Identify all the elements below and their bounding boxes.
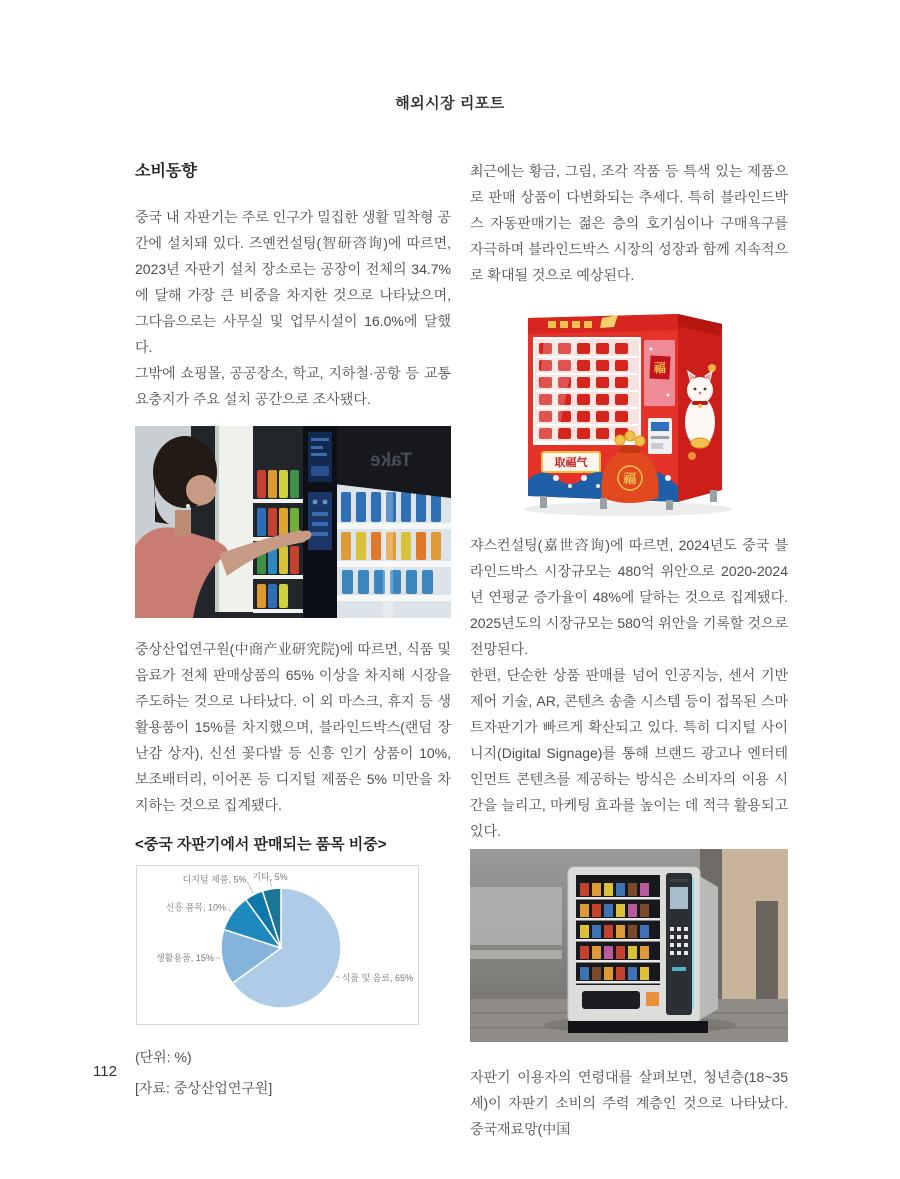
brand-logo [370,450,412,471]
pie-leader-line [216,958,220,959]
body-paragraph: 최근에는 황금, 그림, 조각 작품 등 특색 있는 제품으로 판매 상품이 다변화되는 추세다. 특히 블라인드박스 자동판매기는 젊은 층의 호기심이나 구매욕구를 자극하며 블라인드박스 시장의 성장과 함께 지속적으로 확대될 것으로 예상된다. [470,163,788,283]
modern-vending-machine [568,867,718,1033]
svg-text:Take: Take [370,450,412,471]
chart-title: <중국 자판기에서 판매되는 품목 비중> [135,836,387,853]
photo-red-blindbox-vending-machine [470,300,788,518]
body-paragraph: 쟈스컨설팅(嘉世咨询)에 따르면, 2024년도 중국 블라인드박스 시장규모는 480억 위안으로 2020-2024년 연평균 증가율이 48%에 달하는 것으로 집계됐다. 2025년도의 시장규모는 580억 위안을 기록할 것으로 전망된다. [470,537,788,657]
earring [186,504,190,508]
body-paragraph: 자판기 이용자의 연령대를 살펴보면, 청년층(18~35세)이 자판기 소비의 주력 계층인 것으로 나타났다. 중국재료망(中国 [470,1069,788,1137]
control-panel [666,873,694,1015]
body-paragraph: 중상산업연구원(中商产业研究院)에 따르면, 식품 및 음료가 전체 판매상품의 65% 이상을 차지해 시장을 주도하는 것으로 나타났다. 이 외 마스크, 휴지 등 생활용품이 15%를 차지했으며, 블라인드박스(랜덤 장난감 상자), 신선 꽃다발 등 신흥 인기 상품이 10%, 보조배터리, 이어폰 등 디지털 제품은 5% 미만을 차지하는 것으로 집계됐다. [135,641,451,813]
pie-chart [137,866,418,1024]
pickup-plate [542,452,600,472]
pie-leader-line [336,976,340,978]
beige-wall [722,849,788,999]
right-column [470,158,788,1142]
product-shelves [576,883,660,984]
product-window [534,338,640,444]
dispense-slot [582,991,640,1009]
svg-text:福: 福 [653,361,667,375]
page-header: 해외시장 리포트 [395,95,505,112]
svg-text:福: 福 [623,471,637,486]
pie-chart-figure [136,865,419,1025]
doorway [756,901,778,999]
svg-text:取福气: 取福气 [554,457,588,469]
photo-red-vending-machine-wrap [470,300,788,518]
photo-woman-vending-machines [135,426,451,618]
machine-screen [644,340,675,454]
pie-label-0: 식품 및 음료, 65% [341,973,414,984]
body-paragraph: 한편, 단순한 상품 판매를 넘어 인공지능, 센서 기반 제어 기술, AR, 콘텐츠 송출 시스템 등이 접목된 스마트자판기가 빠르게 확산되고 있다. 특히 디지털 사이니지(Digital Signage)를 통해 브랜드 광고나 엔터테인먼트 콘텐츠를 제공하는 방식은 소비자의 이용 시간을 늘리고, 마케팅 효과를 높이는 데 적극 활용되고 있다. [470,667,788,839]
pie-leader-line [228,909,231,911]
section-title: 소비동향 [135,163,197,180]
pie-label-1: 생활용품, 15% [156,953,214,964]
machine-base [568,1021,708,1033]
orange-sticker [646,992,659,1006]
touchscreen-panel [303,426,337,618]
chart-source-caption: [자료: 중상산업연구원] [135,1080,273,1096]
photo-lobby-vending-machine [470,849,788,1042]
right-vending-machine [331,480,451,618]
machine-front [528,314,678,503]
body-paragraph: 중국 내 자판기는 주로 인구가 밀집한 생활 밀착형 공간에 설치돼 있다. 즈옌컨설팅(智研咨询)에 따르면, 2023년 자판기 설치 장소로는 공장이 전체의 34.7%에 달해 가장 큰 비중을 차지한 것으로 나타났으며, 그다음으로는 사무실 및 업무시설이 16.0%에 달했다. [135,209,451,355]
led-strip [692,877,694,1009]
pie-label-4: 기타, 5% [252,872,288,883]
left-column [135,158,451,1101]
chart-unit-caption: (단위: %) [135,1049,192,1065]
body-paragraph: 그밖에 쇼핑몰, 공공장소, 학교, 지하철·공항 등 교통 요충지가 주요 설치 공간으로 조사됐다. [135,365,451,407]
page-number: 112 [93,1063,117,1080]
small-screen [670,887,688,909]
pie-leader-line [247,882,252,893]
pie-label-3: 디지털 제품, 5% [182,874,247,885]
machine-side-panel [678,314,722,502]
pie-label-2: 신흥 품목, 10% [165,902,226,913]
